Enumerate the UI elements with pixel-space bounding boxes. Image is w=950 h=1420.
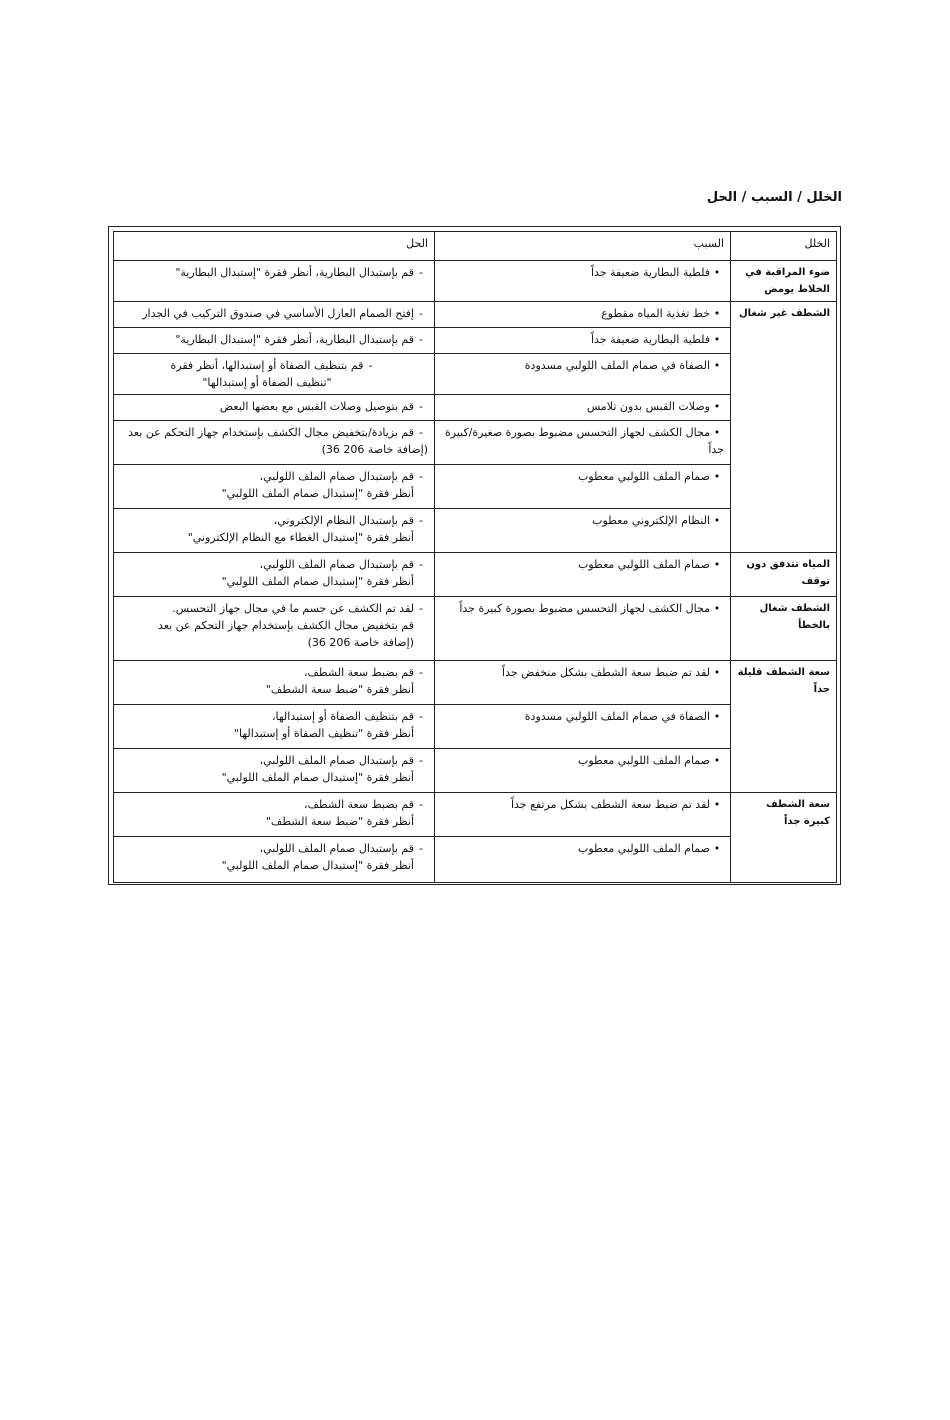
dash-marker: - — [419, 400, 423, 413]
dash-marker: - — [419, 266, 423, 279]
cause-text: الصفاة في صمام الملف اللولبي مسدودة — [524, 359, 710, 372]
solution-text-line: أنظر فقرة "إستبدال صمام الملف اللولبي" — [221, 771, 414, 784]
solution-text-line: أنظر فقرة "تنظيف الصفاة أو إستبدالها" — [233, 727, 414, 740]
cause-cell — [435, 661, 731, 705]
cause-cell — [435, 421, 731, 465]
bullet-icon: • — [713, 602, 721, 615]
table-row — [114, 749, 837, 793]
fault-cell: سعة الشطف كبيرة جداً — [731, 793, 837, 883]
table-row — [114, 421, 837, 465]
dash-marker: - — [419, 666, 423, 679]
fault-cell: الشطف غير شغال — [731, 302, 837, 553]
solution-cell — [114, 421, 435, 465]
solution-cell — [114, 661, 435, 705]
table-row — [114, 509, 837, 553]
dash-marker: - — [419, 602, 423, 615]
solution-text-line: قم بإستبدال صمام الملف اللولبي، — [259, 754, 414, 767]
cause-cell — [435, 509, 731, 553]
solution-text-line: أنظر فقرة "إستبدال صمام الملف اللولبي" — [221, 859, 414, 872]
solution-cell — [114, 509, 435, 553]
table-body — [114, 261, 837, 883]
solution-text-line: قم بضبط سعة الشطف، — [303, 798, 414, 811]
solution-cell — [114, 705, 435, 749]
table-row — [114, 328, 837, 354]
bullet-icon: • — [713, 558, 721, 571]
fault-cell: سعة الشطف قليلة جداً — [731, 661, 837, 793]
cause-text: صمام الملف اللولبي معطوب — [578, 470, 710, 483]
cause-cell — [435, 553, 731, 597]
solution-cell — [114, 354, 435, 395]
page-title: الخلل / السبب / الحل — [706, 190, 842, 205]
solution-text-line: قم بتنظيف الصفاة أو إستبدالها، أنظر فقرة — [170, 359, 364, 372]
solution-text-line: قم بإستبدال صمام الملف اللولبي، — [259, 842, 414, 855]
fault-cell: ضوء المراقبة في الخلاط يومض — [731, 261, 837, 302]
solution-cell — [114, 553, 435, 597]
solution-text-line: "تنظيف الصفاة أو إستبدالها" — [202, 376, 332, 389]
bullet-icon: • — [713, 266, 721, 279]
cause-text: فلطية البطارية ضعيفة جداً — [590, 333, 710, 346]
dash-marker: - — [419, 798, 423, 811]
table-row — [114, 395, 837, 421]
solution-cell — [114, 328, 435, 354]
dash-marker: - — [419, 307, 423, 320]
table-row — [114, 793, 837, 837]
cause-text: لقد تم ضبط سعة الشطف بشكل مرتفع جداً — [510, 798, 710, 811]
solution-text-line: (إضافة خاصة 206 36) — [307, 636, 414, 649]
bullet-icon: • — [713, 754, 721, 767]
cause-cell — [435, 465, 731, 509]
bullet-icon: • — [713, 514, 721, 527]
cause-cell — [435, 395, 731, 421]
dash-marker: - — [419, 333, 423, 346]
dash-marker: - — [419, 710, 423, 723]
cause-text: الصفاة في صمام الملف اللولبي مسدودة — [524, 710, 710, 723]
bullet-icon: • — [713, 307, 721, 320]
table-row — [114, 465, 837, 509]
solution-text-line: قم بإستبدال البطارية، أنظر فقرة "إستبدال البطارية" — [175, 333, 414, 346]
table-row — [114, 597, 837, 661]
solution-cell — [114, 793, 435, 837]
solution-text-line: قم بإستبدال النظام الإلكتروني، — [273, 514, 414, 527]
solution-cell — [114, 837, 435, 883]
fault-cell: الشطف شغال بالخطأ — [731, 597, 837, 661]
table-row — [114, 661, 837, 705]
solution-text-line: قم بتوصيل وصلات القبس مع بعضها البعض — [219, 400, 414, 413]
bullet-icon: • — [713, 710, 721, 723]
header-cause: السبب — [435, 232, 731, 261]
cause-text: صمام الملف اللولبي معطوب — [578, 558, 710, 571]
bullet-icon: • — [713, 470, 721, 483]
bullet-icon: • — [713, 798, 721, 811]
dash-marker: - — [419, 842, 423, 855]
bullet-icon: • — [713, 666, 721, 679]
cause-text: وصلات القبس بدون تلامس — [586, 400, 710, 413]
dash-marker: - — [419, 514, 423, 527]
solution-text-line: قم بإستبدال صمام الملف اللولبي، — [259, 558, 414, 571]
cause-text: لقد تم ضبط سعة الشطف بشكل منخفض جداً — [502, 666, 710, 679]
dash-marker: - — [419, 558, 423, 571]
cause-text: مجال الكشف لجهاز التحسس مضبوط بصورة صغيرة/كبيرة جداً — [444, 426, 724, 456]
solution-text-line: لقد تم الكشف عن جسم ما في مجال جهاز التحسس. — [172, 602, 414, 615]
solution-text-line: أنظر فقرة "ضبط سعة الشطف" — [265, 815, 414, 828]
header-fault: الخلل — [731, 232, 837, 261]
solution-text-line: قم بتنظيف الصفاة أو إستبدالها، — [271, 710, 414, 723]
table-row — [114, 354, 837, 395]
table-row — [114, 837, 837, 883]
solution-cell — [114, 597, 435, 661]
solution-text-line: قم بزيادة/بتخفيض مجال الكشف بإستخدام جهاز التحكم عن بعد (إضافة خاصة 206 36) — [128, 426, 428, 456]
cause-cell — [435, 302, 731, 328]
cause-text: خط تغذية المياه مقطوع — [601, 307, 710, 320]
cause-text: النظام الإلكتروني معطوب — [592, 514, 710, 527]
fault-cell: المياه تتدفق دون توقف — [731, 553, 837, 597]
troubleshooting-table — [113, 231, 837, 883]
solution-cell — [114, 749, 435, 793]
cause-text: فلطية البطارية ضعيفة جداً — [590, 266, 710, 279]
solution-text-line: أنظر فقرة "ضبط سعة الشطف" — [265, 683, 414, 696]
solution-text-line: أنظر فقرة "إستبدال الغطاء مع النظام الإلكتروني" — [187, 531, 414, 544]
table-row — [114, 553, 837, 597]
dash-marker: - — [419, 426, 423, 439]
solution-text-line: قم بتخفيض مجال الكشف بإستخدام جهاز التحكم عن بعد — [158, 619, 414, 632]
solution-text-line: قم بإستبدال البطارية، أنظر فقرة "إستبدال البطارية" — [175, 266, 414, 279]
solution-text-line: قم بإستبدال صمام الملف اللولبي، — [259, 470, 414, 483]
bullet-icon: • — [713, 426, 721, 439]
table-header-row — [114, 232, 837, 261]
cause-text: صمام الملف اللولبي معطوب — [578, 842, 710, 855]
cause-text: صمام الملف اللولبي معطوب — [578, 754, 710, 767]
cause-cell — [435, 354, 731, 395]
solution-cell — [114, 465, 435, 509]
cause-cell — [435, 705, 731, 749]
header-solution: الحل — [114, 232, 435, 261]
cause-cell — [435, 597, 731, 661]
cause-cell — [435, 749, 731, 793]
table-row — [114, 302, 837, 328]
solution-text-line: قم بضبط سعة الشطف، — [303, 666, 414, 679]
cause-cell — [435, 793, 731, 837]
table-row — [114, 705, 837, 749]
bullet-icon: • — [713, 359, 721, 372]
solution-text-line: أنظر فقرة "إستبدال صمام الملف اللولبي" — [221, 487, 414, 500]
cause-cell — [435, 328, 731, 354]
table-row — [114, 261, 837, 302]
solution-text-line: أنظر فقرة "إستبدال صمام الملف اللولبي" — [221, 575, 414, 588]
cause-cell — [435, 261, 731, 302]
solution-cell — [114, 261, 435, 302]
solution-cell — [114, 302, 435, 328]
cause-text: مجال الكشف لجهاز التحسس مضبوط بصورة كبيرة جداً — [459, 602, 710, 615]
dash-marker: - — [419, 470, 423, 483]
solution-text-line: إفتح الصمام العازل الأساسي في صندوق التركيب في الجدار — [142, 307, 414, 320]
dash-marker: - — [368, 359, 373, 372]
bullet-icon: • — [713, 333, 721, 346]
cause-cell — [435, 837, 731, 883]
bullet-icon: • — [713, 842, 721, 855]
dash-marker: - — [419, 754, 423, 767]
bullet-icon: • — [713, 400, 721, 413]
troubleshooting-frame — [108, 226, 841, 885]
solution-cell — [114, 395, 435, 421]
